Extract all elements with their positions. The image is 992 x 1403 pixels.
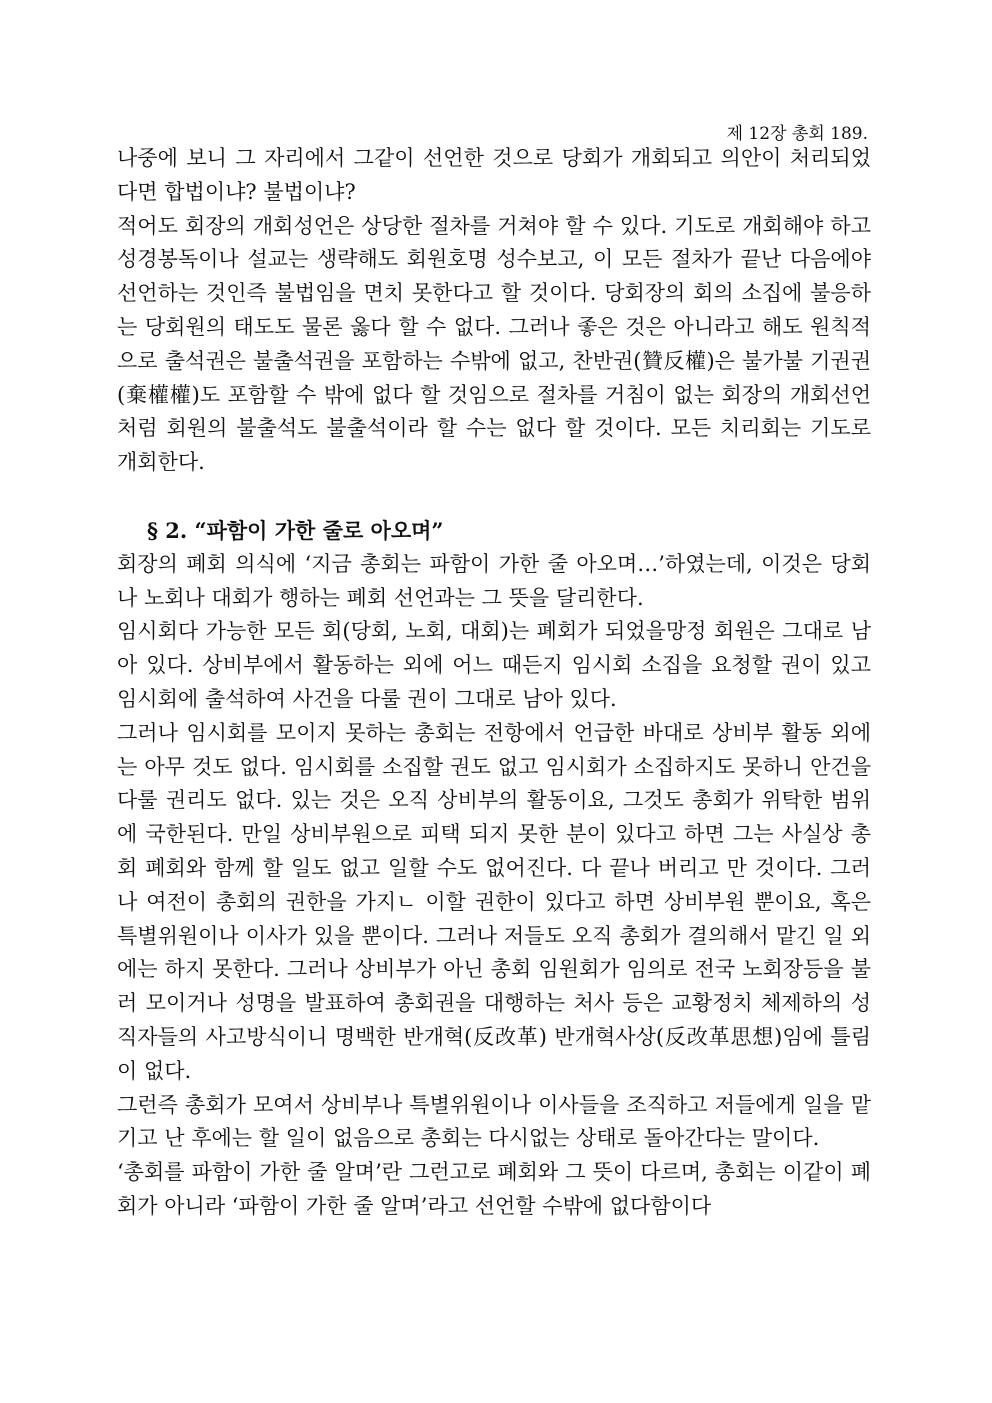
section-heading: § 2. “파함이 가한 줄로 아오며” <box>147 517 444 543</box>
body-text <box>117 142 871 1224</box>
paragraph: ‘총회를 파함이 가한 줄 알며’란 그런고로 폐회와 그 뜻이 다르며, 총회는 이같이 폐회가 아니라 ‘파함이 가한 줄 알며’라고 선언할 수밖에 없다함이다 <box>117 1160 871 1218</box>
running-header: 제 12장 총회 189. <box>726 124 868 144</box>
paragraph: 적어도 회장의 개회성언은 상당한 절차를 거쳐야 할 수 있다. 기도로 개회해야 하고 성경봉독이나 설교는 생략해도 회원호명 성수보고, 이 모든 절차가 끝난 다음에야 선언하는 것인즉 불법임을 면치 못한다고 할 것이다. 당회장의 회의 소집에 불응하는 당회원의 태도도 물론 옳다 할 수 없다. 그러나 좋은 것은 아니라고 해도 원칙적으로 출석권은 불출석권을 포함하는 수밖에 없고, 찬반권(贊反權)은 불가불 기권권(棄權權)도 포함할 수 밖에 없다 할 것임으로 절차를 거침이 없는 회장의 개회선언처럼 회원의 불출석도 불출석이라 할 수는 없다 할 것이다. 모든 치리회는 기도로 개회한다. <box>117 213 871 475</box>
paragraph: 그런즉 총회가 모여서 상비부나 특별위원이나 이사들을 조직하고 저들에게 일을 맡기고 난 후에는 할 일이 없음으로 총회는 다시없는 상태로 돌아간다는 말이다. <box>117 1092 871 1151</box>
paragraph: 나중에 보니 그 자리에서 그같이 선언한 것으로 당회가 개회되고 의안이 처리되었다면 합법이냐? 불법이냐? <box>117 146 871 204</box>
paragraph: 그러나 임시회를 모이지 못하는 총회는 전항에서 언급한 바대로 상비부 활동 외에는 아무 것도 없다. 임시회를 소집할 권도 없고 임시회가 소집하지도 못하니 안건을 다룰 권리도 없다. 있는 것은 오직 상비부의 활동이요, 그것도 총회가 위탁한 범위에 국한된다. 만일 상비부원으로 피택 되지 못한 분이 있다고 하면 그는 사실상 총회 폐회와 함께 할 일도 없고 일할 수도 없어진다. 다 끝나 버리고 만 것이다. 그러나 여전이 총회의 권한을 가지ㄴ 이할 권한이 있다고 하면 상비부원 뿐이요, 혹은 특별위원이나 이사가 있을 뿐이다. 그러나 저들도 오직 총회가 결의해서 맡긴 일 외에는 하지 못한다. 그러나 상비부가 아닌 총회 임원회가 임의로 전국 노회장등을 불러 모이거나 성명을 발표하여 총회권을 대행하는 처사 등은 교황정치 체제하의 성직자들의 사고방식이니 명백한 반개혁(反改革) 반개혁사상(反改革思想)임에 틀림이 없다. <box>117 720 871 1083</box>
paragraph: 임시회다 가능한 모든 회(당회, 노회, 대회)는 폐회가 되었을망정 회원은 그대로 남아 있다. 상비부에서 활동하는 외에 어느 때든지 임시회 소집을 요청할 권이 있고 임시회에 출석하여 사건을 다룰 권이 그대로 남아 있다. <box>117 619 871 711</box>
paragraph: 회장의 폐회 의식에 ‘지금 총회는 파함이 가한 줄 아오며…’하였는데, 이것은 당회나 노회나 대회가 행하는 폐회 선언과는 그 뜻을 달리한다. <box>117 551 871 610</box>
